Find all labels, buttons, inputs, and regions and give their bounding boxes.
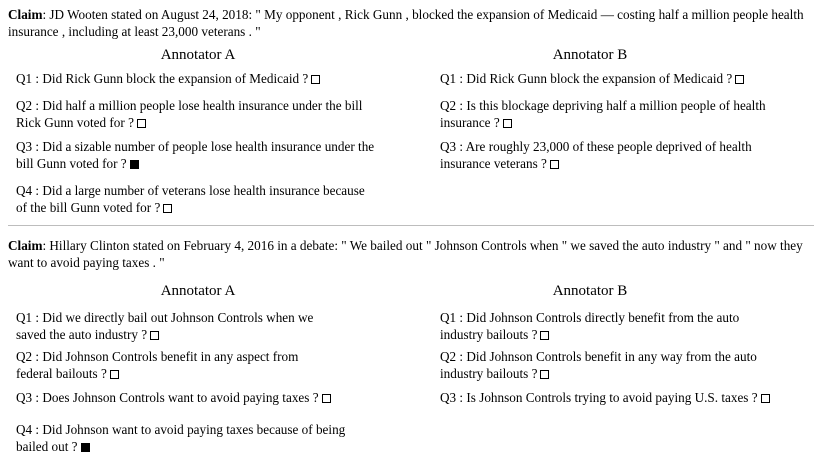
question: Q3 : Are roughly 23,000 of these people deprived of health insurance veterans ? xyxy=(440,139,752,171)
annotator-heading: Annotator A xyxy=(160,47,236,63)
claim-body: : Hillary Clinton stated on February 4, 2016 in a debate: " We bailed out " Johnson Controls when " we saved the auto industry " and " now they want to avoid paying taxes . " xyxy=(8,238,803,270)
checkbox[interactable] xyxy=(163,204,172,213)
checkbox-checked[interactable] xyxy=(81,443,90,452)
claim-label: Claim xyxy=(8,238,43,253)
annotator-heading: Annotator A xyxy=(160,283,236,299)
annotator-heading: Annotator B xyxy=(552,47,628,63)
question: Q3 : Is Johnson Controls trying to avoid paying U.S. taxes ? xyxy=(440,389,825,406)
checkbox[interactable] xyxy=(761,394,770,403)
checkbox[interactable] xyxy=(503,119,512,128)
question: Q4 : Did a large number of veterans lose health insurance because of the bill Gunn voted for ? xyxy=(16,183,365,215)
section-divider xyxy=(8,225,814,226)
claim-body: : JD Wooten stated on August 24, 2018: " My opponent , Rick Gunn , blocked the expansion of Medicaid — costing half a million people health insurance , including at least 23,000 veterans . " xyxy=(8,7,804,39)
claim-text xyxy=(8,237,822,271)
claim-text xyxy=(8,6,822,40)
checkbox[interactable] xyxy=(540,331,549,340)
annotator-heading: Annotator B xyxy=(552,283,628,299)
checkbox[interactable] xyxy=(322,394,331,403)
checkbox[interactable] xyxy=(540,370,549,379)
question: Q3 : Did a sizable number of people lose health insurance under the bill Gunn voted for ? xyxy=(16,139,375,171)
question: Q2 : Is this blockage depriving half a million people of health insurance ? xyxy=(440,98,766,130)
question: Q1 : Did Rick Gunn block the expansion of Medicaid ? xyxy=(16,70,376,87)
checkbox[interactable] xyxy=(735,75,744,84)
checkbox-checked[interactable] xyxy=(130,160,139,169)
question: Q2 : Did Johnson Controls benefit in any aspect from federal bailouts ? xyxy=(16,349,299,381)
question: Q3 : Does Johnson Controls want to avoid paying taxes ? xyxy=(16,389,396,406)
claim-label: Claim xyxy=(8,7,43,22)
question: Q1 : Did Johnson Controls directly benefit from the auto industry bailouts ? xyxy=(440,310,740,342)
question: Q1 : Did we directly bail out Johnson Controls when we saved the auto industry ? xyxy=(16,310,314,342)
checkbox[interactable] xyxy=(311,75,320,84)
question: Q4 : Did Johnson want to avoid paying taxes because of being bailed out ? xyxy=(16,422,346,454)
checkbox[interactable] xyxy=(550,160,559,169)
checkbox[interactable] xyxy=(110,370,119,379)
checkbox[interactable] xyxy=(150,331,159,340)
question: Q2 : Did Johnson Controls benefit in any way from the auto industry bailouts ? xyxy=(440,349,757,381)
question: Q2 : Did half a million people lose health insurance under the bill Rick Gunn voted for ? xyxy=(16,98,363,130)
checkbox[interactable] xyxy=(137,119,146,128)
question: Q1 : Did Rick Gunn block the expansion of Medicaid ? xyxy=(440,70,820,87)
